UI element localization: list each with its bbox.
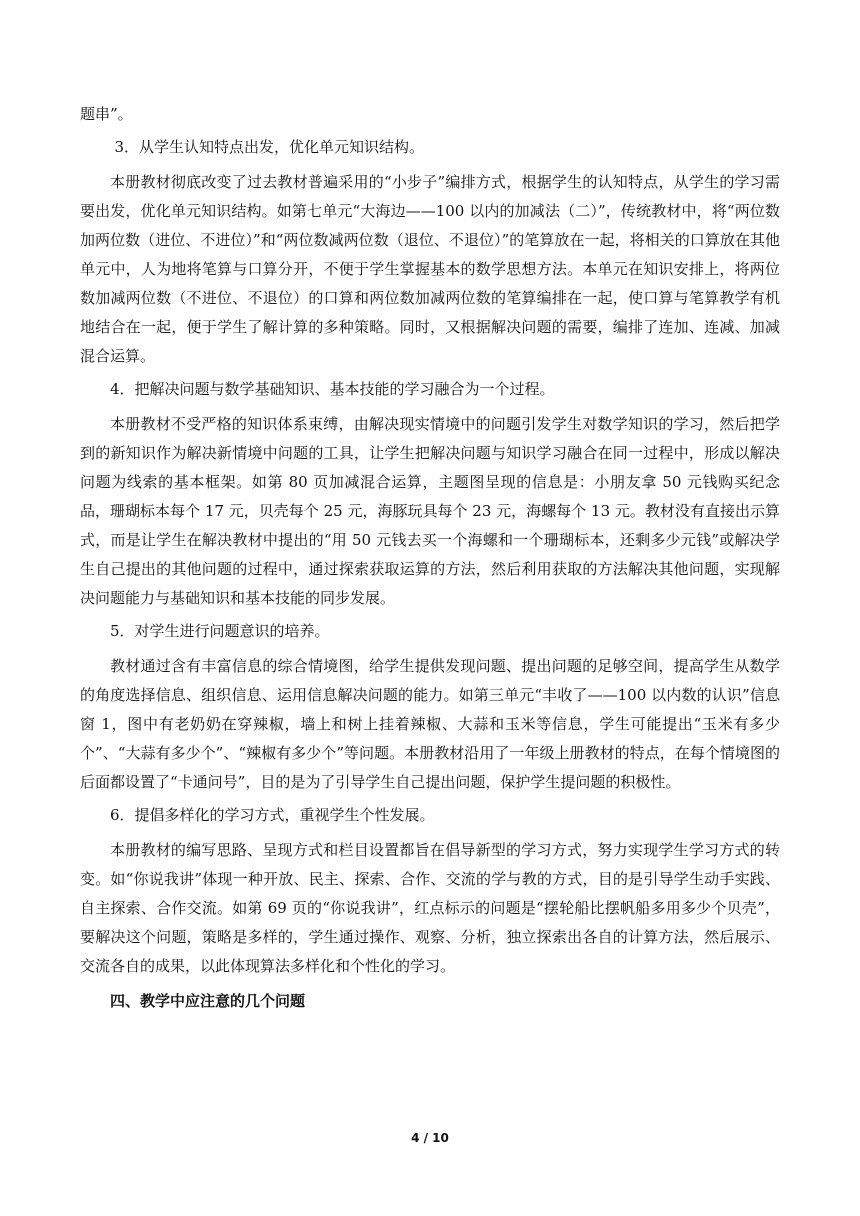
body-paragraph: 教材通过含有丰富信息的综合情境图，给学生提供发现问题、提出问题的足够空间，提高学生从数学的角度选择信息、组织信息、运用信息解决问题的能力。如第三单元“丰收了——100 以内数的认识”信息窗 1，图中有老奶奶在穿辣椒，墙上和树上挂着辣椒、大蒜和玉米等信息，学生可能提出“玉米有多少个”、“大蒜有多少个”、“辣椒有多少个”等问题。本册教材沿用了一年级上册教材的特点，在每个情境图的后面都设置了“卡通问号”，目的是为了引导学生自己提出问题，保护学生提问题的积极性。 — [80, 657, 780, 791]
section-heading-4: 4．把解决问题与数学基础知识、基本技能的学习融合为一个过程。 — [110, 380, 555, 398]
section-heading-6: 6．提倡多样化的学习方式，重视学生个性发展。 — [110, 806, 435, 824]
section-heading-5: 5．对学生进行问题意识的培养。 — [110, 622, 330, 640]
body-paragraph: 本册教材的编写思路、呈现方式和栏目设置都旨在倡导新型的学习方式，努力实现学生学习方式的转变。如“你说我讲”体现一种开放、民主、探索、合作、交流的学与教的方式，目的是引导学生动手实践、自主探索、合作交流。如第 69 页的“你说我讲”，红点标示的问题是“摆轮船比摆帆船多用多少个贝壳”，要解决这个问题，策略是多样的，学生通过操作、观察、分析，独立探索出各自的计算方法，然后展示、交流各自的成果，以此体现算法多样化和个性化的学习。 — [80, 841, 780, 975]
continuation-paragraph: 题串”。 — [80, 105, 133, 123]
body-paragraph: 本册教材彻底改变了过去教材普遍采用的“小步子”编排方式，根据学生的认知特点，从学生的学习需要出发，优化单元知识结构。如第七单元“大海边——100 以内的加减法（二）”，传统教材中，将“两位数加两位数（进位、不进位）”和“两位数减两位数（退位、不退位）”的笔算放在一起，将相关的口算放在其他单元中，人为地将笔算与口算分开，不便于学生掌握基本的数学思想方法。本单元在知识安排上，将两位数加减两位数（不进位、不退位）的口算和两位数加减两位数的笔算编排在一起，使口算与笔算教学有机地结合在一起，便于学生了解计算的多种策略。同时，又根据解决问题的需要，编排了连加、连减、加减混合运算。 — [80, 173, 780, 365]
body-paragraph: 本册教材不受严格的知识体系束缚，由解决现实情境中的问题引发学生对数学知识的学习，然后把学到的新知识作为解决新情境中问题的工具，让学生把解决问题与知识学习融合在同一过程中，形成以解决问题为线索的基本框架。如第 80 页加减混合运算，主题图呈现的信息是：小朋友拿 50 元钱购买纪念品，珊瑚标本每个 17 元，贝壳每个 25 元，海豚玩具每个 23 元，海螺每个 13 元。教材没有直接出示算式，而是让学生在解决教材中提出的“用 50 元钱去买一个海螺和一个珊瑚标本，还剩多少元钱”或解决学生自己提出的其他问题的过程中，通过探索获取运算的方法，然后利用获取的方法解决其他问题，实现解决问题能力与基础知识和基本技能的同步发展。 — [80, 415, 780, 607]
page-number: 4 / 10 — [411, 1131, 449, 1145]
chapter-heading: 四、教学中应注意的几个问题 — [110, 992, 306, 1010]
section-heading-3: 3．从学生认知特点出发，优化单元知识结构。 — [114, 138, 425, 156]
document-body — [80, 100, 780, 1022]
